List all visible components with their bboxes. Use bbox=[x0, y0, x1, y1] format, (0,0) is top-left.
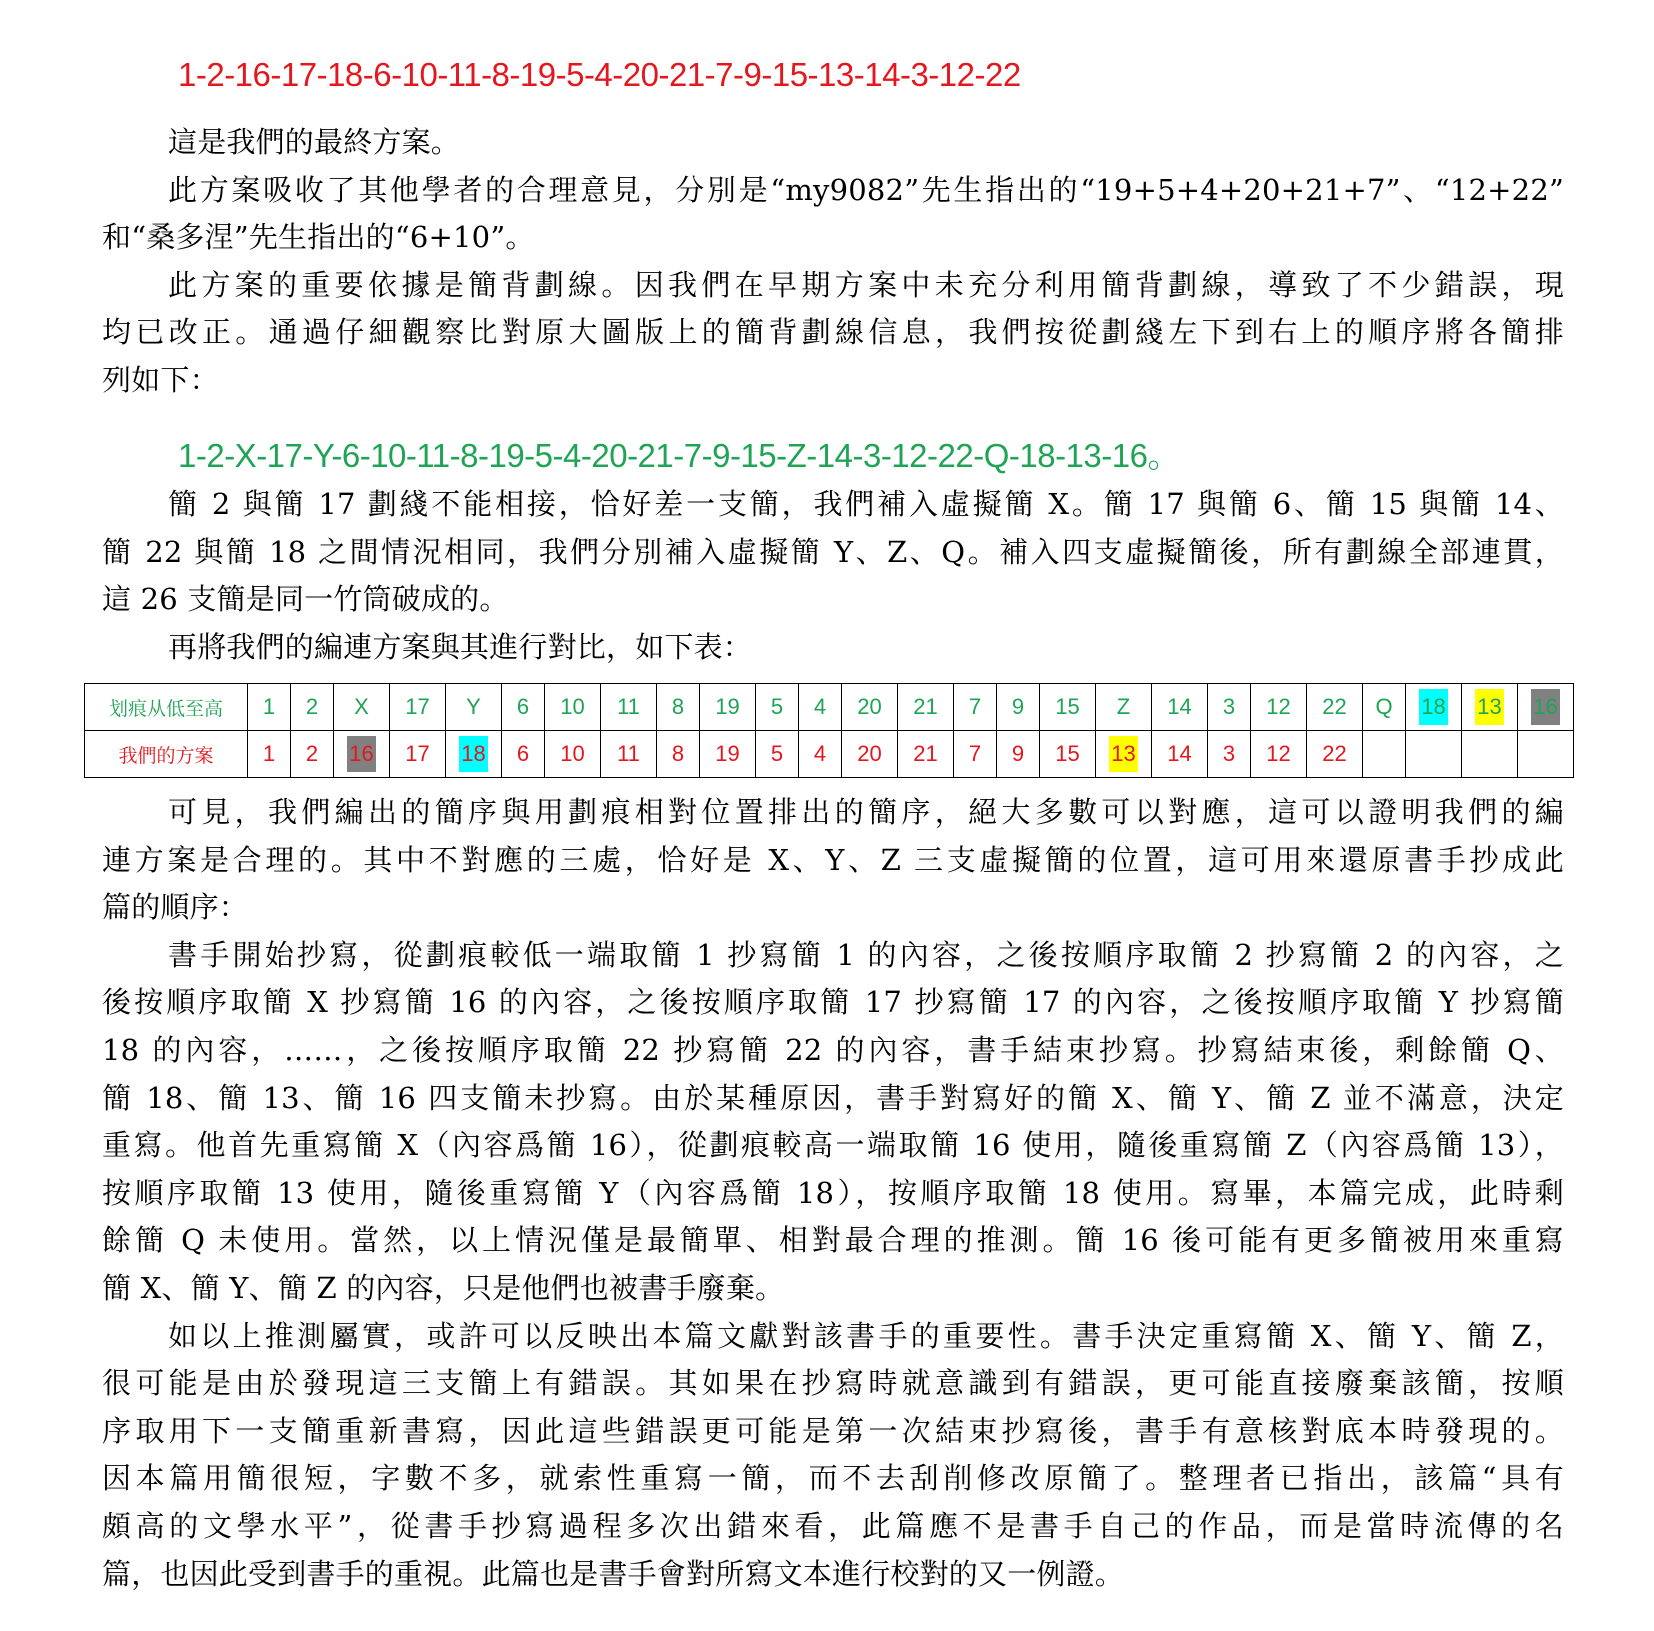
row-header-our-scheme: 我們的方案 bbox=[85, 731, 248, 778]
slip-number: 7 bbox=[968, 741, 982, 766]
slip-number: 4 bbox=[813, 694, 827, 719]
scratch-sequence: 1-2-X-17-Y-6-10-11-8-19-5-4-20-21-7-9-15-Z-14-3-12-22-Q-18-13-16。 bbox=[178, 437, 1180, 474]
text-line: 頗高的文學水平”，從書手抄寫過程多次出錯來看，此篇應不是書手自己的作品，而是當時流傳的名 bbox=[102, 1509, 1564, 1543]
table-cell bbox=[997, 684, 1040, 731]
comparison-table bbox=[84, 683, 1574, 778]
text-line: 篇的順序： bbox=[102, 890, 249, 925]
table-cell bbox=[1251, 684, 1307, 731]
slip-number: 9 bbox=[1011, 741, 1025, 766]
slip-number: 1 bbox=[262, 694, 276, 719]
table-cell bbox=[842, 684, 898, 731]
table-row-scratch-order bbox=[85, 684, 1574, 731]
text-line: 書手開始抄寫，從劃痕較低一端取簡 1 抄寫簡 1 的內容，之後按順序取簡 2 抄寫簡 2 的內容，之 bbox=[168, 937, 1564, 972]
slip-number: 6 bbox=[516, 741, 530, 766]
slip-number: 20 bbox=[857, 694, 882, 719]
slip-number: 17 bbox=[405, 694, 430, 719]
table-cell bbox=[291, 684, 334, 731]
table-cell bbox=[1152, 731, 1208, 778]
text-line: 簡 22 與簡 18 之間情況相同，我們分別補入虛擬簡 Y、Z、Q。補入四支虛擬簡後，所有劃線全部連貫， bbox=[102, 534, 1564, 569]
table-cell bbox=[756, 684, 799, 731]
highlighted-slip-number: 18 bbox=[1419, 689, 1447, 725]
slip-number: 2 bbox=[305, 741, 319, 766]
table-cell bbox=[1462, 731, 1518, 778]
table-cell bbox=[1307, 731, 1363, 778]
slip-number: 14 bbox=[1167, 741, 1192, 766]
highlighted-slip-number: 13 bbox=[1475, 689, 1503, 725]
table-cell bbox=[291, 731, 334, 778]
table-cell bbox=[1208, 731, 1251, 778]
table-cell bbox=[545, 731, 601, 778]
table-cell bbox=[601, 731, 657, 778]
table-cell bbox=[997, 731, 1040, 778]
slip-number: 7 bbox=[968, 694, 982, 719]
text-line: 這 26 支簡是同一竹筒破成的。 bbox=[102, 582, 509, 617]
text-line: 此方案的重要依據是簡背劃線。因我們在早期方案中未充分利用簡背劃線，導致了不少錯誤，現 bbox=[168, 267, 1564, 302]
table-row-our-scheme bbox=[85, 731, 1574, 778]
text-line: 18 的內容，……，之後按順序取簡 22 抄寫簡 22 的內容，書手結束抄寫。抄寫結束後，剩餘簡 Q、 bbox=[102, 1033, 1564, 1067]
slip-number: 5 bbox=[770, 741, 784, 766]
highlighted-slip-number: 16 bbox=[347, 736, 375, 772]
text-line: 簡 2 與簡 17 劃綫不能相接，恰好差一支簡，我們補入虛擬簡 X。簡 17 與簡 6、簡 15 與簡 14、 bbox=[168, 487, 1564, 521]
slip-number: 22 bbox=[1322, 741, 1347, 766]
slip-number: 10 bbox=[560, 741, 585, 766]
text-line: 序取用下一支簡重新書寫，因此這些錯誤更可能是第一次結束抄寫後，書手有意核對底本時發現的。 bbox=[102, 1413, 1564, 1448]
text-line: 可見，我們編出的簡序與用劃痕相對位置排出的簡序，絕大多數可以對應，這可以證明我們的編 bbox=[168, 795, 1564, 829]
text-line: 簡 X、簡 Y、簡 Z 的內容，只是他們也被書手廢棄。 bbox=[102, 1271, 785, 1305]
table-cell bbox=[1096, 684, 1152, 731]
slip-number: 6 bbox=[516, 694, 530, 719]
slip-number: 1 bbox=[262, 741, 276, 766]
table-cell bbox=[248, 684, 291, 731]
table-cell bbox=[1040, 731, 1096, 778]
slip-number: 11 bbox=[617, 694, 640, 719]
slip-number: 22 bbox=[1322, 694, 1347, 719]
table-cell bbox=[954, 684, 997, 731]
text-line: 和“桑多涅”先生指出的“6+10”。 bbox=[102, 220, 535, 255]
table-cell bbox=[700, 731, 756, 778]
table-cell bbox=[1307, 684, 1363, 731]
slip-number: 20 bbox=[857, 741, 882, 766]
slip-number: 5 bbox=[770, 694, 784, 719]
slip-number: 14 bbox=[1167, 694, 1192, 719]
text-line: 很可能是由於發現這三支簡上有錯誤。其如果在抄寫時就意識到有錯誤，更可能直接廢棄該簡，按順 bbox=[102, 1366, 1564, 1401]
text-line: 均已改正。通過仔細觀察比對原大圖版上的簡背劃線信息，我們按從劃綫左下到右上的順序將各簡排 bbox=[102, 315, 1564, 350]
slip-number: 21 bbox=[913, 694, 938, 719]
table-cell bbox=[799, 684, 842, 731]
text-line: 重寫。他首先重寫簡 X（內容爲簡 16），從劃痕較高一端取簡 16 使用，隨後重寫簡 Z（內容爲簡 13）， bbox=[102, 1128, 1564, 1163]
text-line: 這是我們的最終方案。 bbox=[168, 125, 461, 159]
table-cell bbox=[898, 684, 954, 731]
table-cell bbox=[799, 731, 842, 778]
table-cell bbox=[756, 731, 799, 778]
table-cell bbox=[1040, 684, 1096, 731]
slip-number: 3 bbox=[1222, 694, 1236, 719]
table-cell bbox=[545, 684, 601, 731]
table-cell bbox=[502, 731, 545, 778]
slip-number: 15 bbox=[1055, 741, 1080, 766]
table-cell bbox=[334, 731, 390, 778]
table-cell bbox=[1208, 684, 1251, 731]
table-cell bbox=[657, 684, 700, 731]
highlighted-slip-number: 13 bbox=[1109, 736, 1137, 772]
slip-number: X bbox=[354, 694, 369, 719]
text-line: 後按順序取簡 X 抄寫簡 16 的內容，之後按順序取簡 17 抄寫簡 17 的內容，之後按順序取簡 Y 抄寫簡 bbox=[102, 985, 1564, 1020]
text-line: 再將我們的編連方案與其進行對比，如下表： bbox=[168, 629, 753, 664]
slip-number: 15 bbox=[1055, 694, 1080, 719]
highlighted-slip-number: 16 bbox=[1531, 689, 1559, 725]
final-sequence: 1-2-16-17-18-6-10-11-8-19-5-4-20-21-7-9-15-13-14-3-12-22 bbox=[178, 56, 1021, 93]
table-cell bbox=[1406, 684, 1462, 731]
text-line: 篇，也因此受到書手的重視。此篇也是書手會對所寫文本進行校對的又一例證。 bbox=[102, 1556, 1125, 1591]
slip-number: 8 bbox=[671, 741, 685, 766]
text-line: 因本篇用簡很短，字數不多，就索性重寫一簡，而不去刮削修改原簡了。整理者已指出，該篇“具有 bbox=[102, 1461, 1564, 1496]
text-line: 按順序取簡 13 使用，隨後重寫簡 Y（內容爲簡 18），按順序取簡 18 使用。寫畢，本篇完成，此時剩 bbox=[102, 1175, 1564, 1210]
table-cell bbox=[842, 731, 898, 778]
table-cell bbox=[954, 731, 997, 778]
highlighted-slip-number: 18 bbox=[459, 736, 487, 772]
slip-number: 3 bbox=[1222, 741, 1236, 766]
text-line: 餘簡 Q 未使用。當然，以上情況僅是最簡單、相對最合理的推測。簡 16 後可能有更多簡被用來重寫 bbox=[102, 1223, 1564, 1258]
slip-number: 12 bbox=[1266, 741, 1291, 766]
table-cell bbox=[700, 684, 756, 731]
text-line: 連方案是合理的。其中不對應的三處，恰好是 X、Y、Z 三支虛擬簡的位置，這可用來還原書手抄成此 bbox=[102, 842, 1564, 877]
table-cell bbox=[898, 731, 954, 778]
table-cell bbox=[1152, 684, 1208, 731]
table-cell bbox=[1096, 731, 1152, 778]
slip-number: 11 bbox=[617, 741, 640, 766]
text-line: 簡 18、簡 13、簡 16 四支簡未抄寫。由於某種原因，書手對寫好的簡 X、簡 Y、簡 Z 並不滿意，決定 bbox=[102, 1080, 1564, 1115]
table-cell bbox=[1518, 731, 1574, 778]
table-cell bbox=[248, 731, 291, 778]
table-cell bbox=[1518, 684, 1574, 731]
text-line: 此方案吸收了其他學者的合理意見，分別是“my9082”先生指出的“19+5+4+20+21+7”、“12+22” bbox=[168, 172, 1564, 207]
slip-number: 19 bbox=[715, 694, 740, 719]
table-cell bbox=[1462, 684, 1518, 731]
table-cell bbox=[390, 731, 446, 778]
slip-number: Q bbox=[1375, 694, 1393, 719]
table-cell bbox=[334, 684, 390, 731]
slip-number: 2 bbox=[305, 694, 319, 719]
table-cell bbox=[446, 731, 502, 778]
slip-number: 10 bbox=[560, 694, 585, 719]
table-cell bbox=[1406, 731, 1462, 778]
text-line: 如以上推測屬實，或許可以反映出本篇文獻對該書手的重要性。書手決定重寫簡 X、簡 Y、簡 Z， bbox=[168, 1318, 1564, 1353]
slip-number: 4 bbox=[813, 741, 827, 766]
slip-number: Y bbox=[466, 694, 481, 719]
slip-number: 21 bbox=[913, 741, 938, 766]
text-line: 列如下： bbox=[102, 363, 219, 397]
table-cell bbox=[446, 684, 502, 731]
table-cell bbox=[1251, 731, 1307, 778]
table-cell bbox=[1363, 731, 1406, 778]
table-cell bbox=[502, 684, 545, 731]
slip-number: 19 bbox=[715, 741, 740, 766]
slip-number: 17 bbox=[405, 741, 430, 766]
table-cell bbox=[657, 731, 700, 778]
table-cell bbox=[601, 684, 657, 731]
slip-number: 9 bbox=[1011, 694, 1025, 719]
slip-number: Z bbox=[1116, 694, 1131, 719]
table-cell bbox=[390, 684, 446, 731]
slip-number: 12 bbox=[1266, 694, 1291, 719]
row-header-scratch: 划痕从低至高 bbox=[85, 684, 248, 731]
slip-number: 8 bbox=[671, 694, 685, 719]
table-cell bbox=[1363, 684, 1406, 731]
